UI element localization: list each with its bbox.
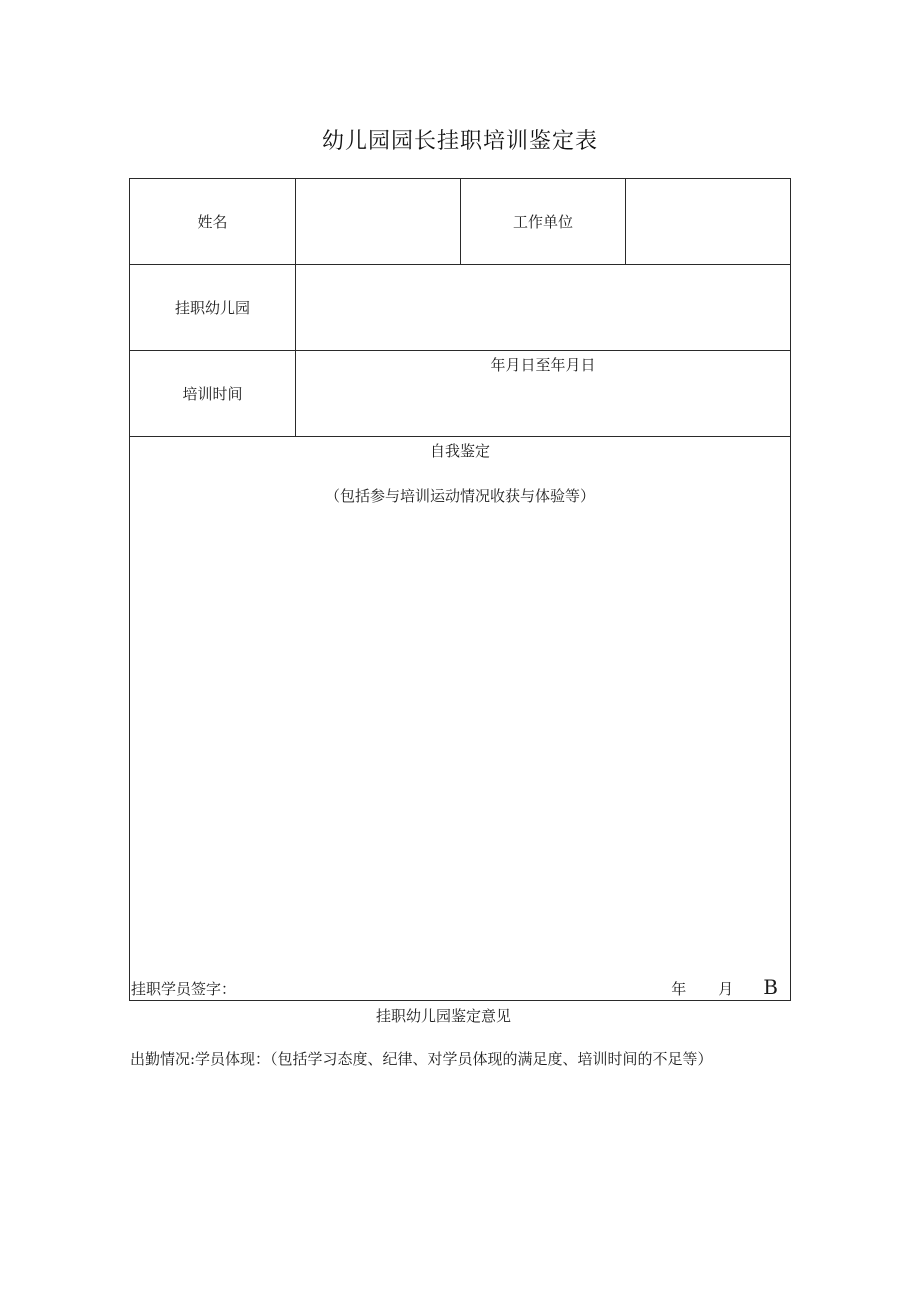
training-time-row bbox=[130, 351, 791, 437]
kindergarten-row bbox=[130, 265, 791, 351]
self-evaluation-row bbox=[130, 437, 791, 1001]
work-unit-field[interactable] bbox=[626, 179, 791, 265]
self-evaluation-hint: （包括参与培训运动情况收获与体验等） bbox=[324, 487, 595, 505]
kindergarten-field[interactable] bbox=[296, 265, 791, 351]
attendance-text: 出勤情况:学员体现：（包括学习态度、纪律、对学员体现的满足度、培训时间的不足等） bbox=[130, 1050, 713, 1068]
self-evaluation-box[interactable] bbox=[130, 437, 791, 1001]
training-time-field[interactable] bbox=[296, 351, 791, 437]
signature-label: 挂职学员签字： bbox=[131, 980, 237, 998]
work-unit-label: 工作单位 bbox=[461, 179, 626, 265]
page-title: 幼儿园园长挂职培训鉴定表 bbox=[321, 129, 598, 154]
evaluation-form-table bbox=[129, 178, 791, 1001]
date-day-label: B bbox=[763, 975, 778, 999]
date-year-label: 年 bbox=[671, 980, 687, 998]
signature-date bbox=[671, 975, 778, 999]
kindergarten-label: 挂职幼儿园 bbox=[130, 265, 296, 351]
kindergarten-evaluation-heading: 挂职幼儿园鉴定意见 bbox=[376, 1007, 512, 1025]
name-row bbox=[130, 179, 791, 265]
training-period-text: 年月日至年月日 bbox=[490, 356, 596, 374]
name-field[interactable] bbox=[296, 179, 461, 265]
date-month-label: 月 bbox=[718, 980, 734, 998]
training-time-label: 培训时间 bbox=[130, 351, 296, 437]
name-label: 姓名 bbox=[130, 179, 296, 265]
self-evaluation-heading: 自我鉴定 bbox=[429, 442, 490, 460]
